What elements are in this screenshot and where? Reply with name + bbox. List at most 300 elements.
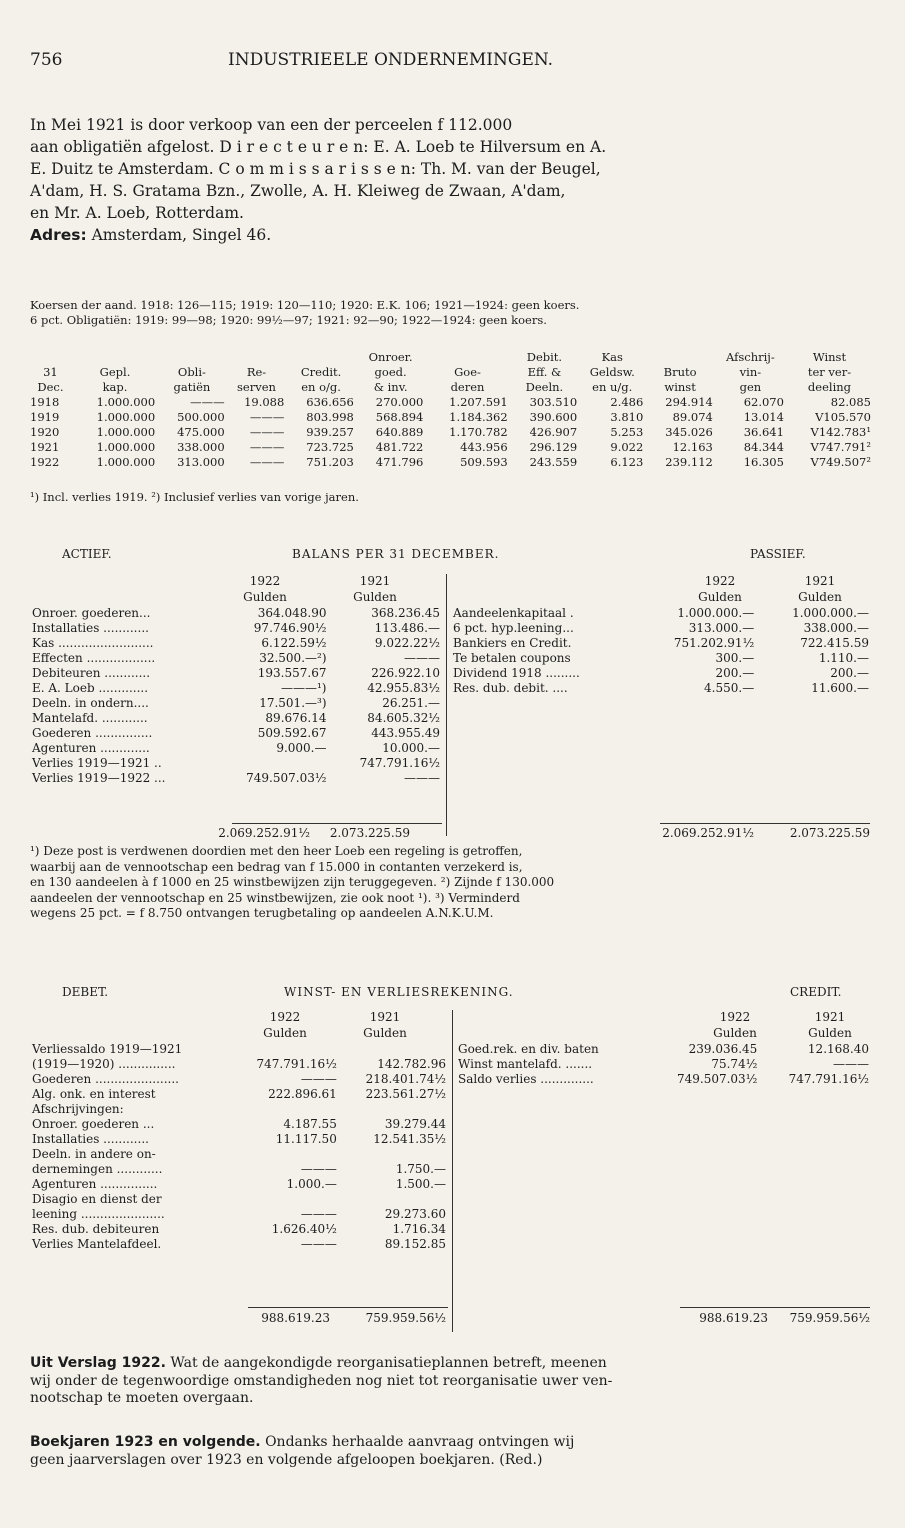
value-1921: 84.605.32½	[367, 711, 440, 725]
value-1922: 4.187.55	[283, 1117, 337, 1131]
value-1921	[339, 1192, 448, 1207]
stats-header-cell: Gepl.	[99, 365, 131, 379]
balance-year-1922: 1922	[249, 574, 281, 588]
stats-cell: 296.129	[529, 440, 578, 454]
intro-line: aan obligatiën afgelost. D i r e c t e u r e n: E. A. Loeb te Hilversum en A.	[30, 138, 607, 156]
debit-row	[30, 1132, 448, 1147]
row-label: Installaties ............	[32, 621, 149, 635]
debit-row	[30, 1057, 448, 1072]
balance-year-1922: 1922	[704, 574, 736, 588]
value-1922: ———	[300, 1207, 337, 1221]
asset-row	[30, 741, 442, 756]
pnl-total: 988.619.23	[699, 1311, 768, 1325]
stats-cell: 62.070	[743, 395, 784, 409]
row-label: Verliessaldo 1919—1921	[32, 1042, 183, 1056]
value-1922: 509.592.67	[257, 726, 327, 740]
quotes	[30, 298, 579, 328]
stats-row	[28, 425, 873, 440]
pnl-unit: Gulden	[263, 1026, 307, 1040]
row-label: Goed.rek. en div. baten	[458, 1042, 599, 1056]
verslag-label: Uit Verslag 1922.	[30, 1355, 166, 1371]
value-1922	[230, 1042, 339, 1057]
row-label: Debiteuren ............	[32, 666, 151, 680]
stats-cell: 1921	[30, 440, 60, 454]
address-line	[30, 224, 606, 246]
stats-header-cell: en u/g.	[592, 380, 633, 394]
balance-title: BALANS PER 31 DECEMBER.	[292, 547, 500, 561]
value-1921: 12.168.40	[807, 1042, 869, 1056]
value-1922: 4.550.—	[704, 681, 755, 695]
debit-row	[30, 1162, 448, 1177]
balance-total: 2.073.225.59	[789, 826, 870, 840]
value-1921: 223.561.27½	[365, 1087, 446, 1101]
pnl-total: 759.959.56½	[789, 1311, 870, 1325]
value-1922: 193.557.67	[257, 666, 327, 680]
stats-cell: 1918	[30, 395, 60, 409]
row-label: Te betalen coupons	[453, 651, 571, 665]
value-1921: ———	[404, 651, 440, 665]
liability-row	[451, 636, 871, 651]
value-1922: 11.117.50	[275, 1132, 337, 1146]
stats-cell: 84.344	[743, 440, 784, 454]
row-label: Aandeelenkapitaal .	[453, 606, 574, 620]
stats-header-cell: Goe-	[454, 365, 481, 379]
asset-row	[30, 651, 442, 666]
pnl-unit: Gulden	[363, 1026, 407, 1040]
stats-cell: ———	[249, 425, 285, 439]
stats-row	[28, 395, 873, 410]
row-label: Effecten ..................	[32, 651, 156, 665]
value-1921: 42.955.83½	[367, 681, 440, 695]
stats-header-cell	[286, 350, 356, 365]
stats-header-row	[28, 365, 873, 380]
stats-cell: 509.593	[460, 455, 508, 469]
stats-header-cell: Kas	[601, 350, 623, 364]
balance-left-heading: ACTIEF.	[62, 547, 112, 561]
stats-cell: 3.810	[610, 410, 644, 424]
verslag-line: Wat de aangekondigde reorganisatieplannen betreft, meenen	[170, 1355, 607, 1371]
value-1922: 1.000.000.—	[677, 606, 755, 620]
value-1921	[339, 1147, 448, 1162]
value-1921: 218.401.74½	[365, 1072, 446, 1086]
footnote-line: wegens 25 pct. = f 8.750 ontvangen terugbetaling op aandeelen A.N.K.U.M.	[30, 906, 494, 920]
stats-cell: 243.559	[529, 455, 578, 469]
stats-cell: 5.253	[610, 425, 644, 439]
stats-cell: ———	[249, 455, 285, 469]
asset-row	[30, 621, 442, 636]
debit-row	[30, 1192, 448, 1207]
value-1922: 97.746.90½	[253, 621, 327, 635]
stats-cell: 16.305	[743, 455, 784, 469]
intro-line: A'dam, H. S. Gratama Bzn., Zwolle, A. H. Kleiweg de Zwaan, A'dam,	[30, 182, 566, 200]
value-1921: ———	[404, 771, 440, 785]
value-1922: 32.500.—²)	[259, 651, 327, 665]
stats-header-cell: ter ver-	[807, 365, 852, 379]
asset-row	[30, 606, 442, 621]
pnl-year-1921: 1921	[814, 1010, 846, 1024]
value-1921: 9.022.22½	[374, 636, 440, 650]
asset-row	[30, 771, 442, 786]
stats-footnote: ¹) Incl. verlies 1919. ²) Inclusief verlies van vorige jaren.	[30, 490, 359, 504]
value-1921: 113.486.—	[374, 621, 440, 635]
stats-cell: 82.085	[830, 395, 871, 409]
value-1921: 338.000.—	[803, 621, 869, 635]
value-1922: 1.626.40½	[271, 1222, 337, 1236]
value-1922	[230, 1192, 339, 1207]
value-1921	[339, 1042, 448, 1057]
stats-cell: 475.000	[177, 425, 225, 439]
value-1922: 313.000.—	[688, 621, 755, 635]
value-1922: 749.507.03½	[676, 1072, 758, 1086]
stats-cell: 1.000.000	[96, 455, 156, 469]
balance-year-1921: 1921	[804, 574, 836, 588]
balance-unit: Gulden	[353, 590, 397, 604]
stats-cell: 1922	[30, 455, 60, 469]
value-1921: 89.152.85	[384, 1237, 446, 1251]
footnote-line: waarbij aan de vennootschap een bedrag van f 15.000 in contanten verzekerd is,	[30, 859, 523, 874]
liability-row	[451, 681, 871, 696]
stats-header-row	[28, 350, 873, 365]
intro-line: E. Duitz te Amsterdam. C o m m i s s a r i s s e n: Th. M. van der Beugel,	[30, 160, 601, 178]
stats-cell: 270.000	[375, 395, 424, 409]
debit-row	[30, 1102, 448, 1117]
row-label: Goederen ......................	[32, 1072, 179, 1086]
value-1921: 1.000.000.—	[792, 606, 869, 620]
pnl-total: 759.959.56½	[365, 1311, 446, 1325]
value-1922: 300.—	[715, 651, 755, 665]
value-1921: 1.750.—	[395, 1162, 446, 1176]
stats-header-cell: 31	[43, 365, 58, 379]
stats-header-cell	[645, 350, 715, 365]
stats-cell: 1.000.000	[96, 425, 156, 439]
footnote-line: en 130 aandeelen à f 1000 en 25 winstbewijzen zijn teruggegeven. ²) Zijnde f 130.000	[30, 875, 555, 889]
row-label: Installaties ............	[32, 1132, 149, 1146]
value-1922: ———	[300, 1162, 337, 1176]
stats-cell: 426.907	[529, 425, 578, 439]
stats-cell: 803.998	[306, 410, 354, 424]
asset-row	[30, 726, 442, 741]
pnl-year-1921: 1921	[369, 1010, 401, 1024]
pnl-divider	[452, 1010, 453, 1332]
value-1922: 1.000.—	[286, 1177, 337, 1191]
pnl-year-1922: 1922	[719, 1010, 751, 1024]
value-1921: 200.—	[830, 666, 869, 680]
asset-row	[30, 696, 442, 711]
address-label: Adres:	[30, 226, 87, 244]
stats-header-cell: gatiën	[173, 380, 211, 394]
value-1922	[215, 756, 328, 771]
value-1921: ———	[833, 1057, 869, 1071]
stats-header-cell: deeling	[807, 380, 852, 394]
value-1921: 226.922.10	[371, 666, 440, 680]
value-1922: ———	[300, 1072, 337, 1086]
debit-row	[30, 1072, 448, 1087]
liability-row	[451, 606, 871, 621]
debit-row	[30, 1207, 448, 1222]
boekjaren-line: geen jaarverslagen over 1923 en volgende afgeloopen boekjaren. (Red.)	[30, 1451, 543, 1468]
row-label: Deeln. in ondern....	[32, 696, 149, 710]
asset-row	[30, 636, 442, 651]
liability-row	[451, 621, 871, 636]
stats-header-cell: Winst	[812, 350, 847, 364]
stats-cell: ———	[249, 440, 285, 454]
stats-cell: 89.074	[672, 410, 713, 424]
value-1921: 10.000.—	[382, 741, 440, 755]
pnl-right-heading: CREDIT.	[790, 985, 842, 999]
stats-cell: 9.022	[610, 440, 644, 454]
stats-cell: 481.722	[375, 440, 424, 454]
row-label: Goederen ...............	[32, 726, 153, 740]
stats-header-cell: Onroer.	[368, 350, 413, 364]
intro-line: en Mr. A. Loeb, Rotterdam.	[30, 204, 244, 222]
stats-header-cell: Deeln.	[525, 380, 564, 394]
row-label: Mantelafd. ............	[32, 711, 148, 725]
stats-cell: V749.507²	[810, 455, 871, 469]
quote-line: 6 pct. Obligatiën: 1919: 99—98; 1920: 99½—97; 1921: 92—90; 1922—1924: geen koers.	[30, 313, 547, 327]
boekjaren-label: Boekjaren 1923 en volgende.	[30, 1434, 261, 1450]
balance-total: 2.069.252.91½	[218, 826, 310, 840]
value-1921: 29.273.60	[384, 1207, 446, 1221]
value-1921: 1.500.—	[395, 1177, 446, 1191]
stats-header-cell: Afschrij-	[726, 350, 775, 364]
pnl-title: WINST- EN VERLIESREKENING.	[284, 985, 514, 999]
running-title: INDUSTRIEELE ONDERNEMINGEN.	[228, 50, 554, 70]
value-1921: 39.279.44	[384, 1117, 446, 1131]
stats-cell: 36.641	[743, 425, 784, 439]
stats-cell: 939.257	[306, 425, 354, 439]
boekjaren-paragraph	[30, 1434, 574, 1469]
value-1922: 239.036.45	[688, 1042, 758, 1056]
row-label: Bankiers en Credit.	[453, 636, 572, 650]
value-1922: 222.896.61	[268, 1087, 337, 1101]
credit-row	[456, 1057, 871, 1072]
stats-cell: 640.889	[375, 425, 424, 439]
pnl-left-heading: DEBET.	[62, 985, 109, 999]
row-label: Res. dub. debit. ....	[453, 681, 568, 695]
debit-row	[30, 1237, 448, 1252]
value-1921: 1.110.—	[818, 651, 869, 665]
stats-row	[28, 410, 873, 425]
boekjaren-line: Ondanks herhaalde aanvraag ontvingen wij	[265, 1434, 575, 1450]
value-1921: 368.236.45	[371, 606, 440, 620]
row-label: Onroer. goederen...	[32, 606, 151, 620]
value-1921: 747.791.16½	[359, 756, 440, 770]
row-label: Dividend 1918 .........	[453, 666, 580, 680]
value-1921: 722.415.59	[800, 636, 869, 650]
pnl-year-1922: 1922	[269, 1010, 301, 1024]
address-value: Amsterdam, Singel 46.	[91, 226, 272, 244]
stats-cell: 390.600	[529, 410, 578, 424]
verslag-paragraph	[30, 1355, 612, 1408]
value-1921: 12.541.35½	[373, 1132, 446, 1146]
row-label: Agenturen ...............	[32, 1177, 158, 1191]
stats-cell: 1.000.000	[96, 440, 156, 454]
value-1922: 89.676.14	[265, 711, 327, 725]
value-1922: ———¹)	[281, 681, 327, 695]
quote-line: Koersen der aand. 1918: 126—115; 1919: 120—110; 1920: E.K. 106; 1921—1924: geen koers.	[30, 298, 580, 312]
debit-row	[30, 1147, 448, 1162]
row-label: dernemingen ............	[32, 1162, 163, 1176]
value-1922: 75.74½	[711, 1057, 758, 1071]
stats-header-cell: Re-	[246, 365, 267, 379]
stats-header-cell: Bruto	[663, 365, 697, 379]
stats-cell: V747.791²	[810, 440, 871, 454]
value-1922: 751.202.91½	[673, 636, 755, 650]
stats-cell: 303.510	[529, 395, 578, 409]
value-1921: 747.791.16½	[788, 1072, 869, 1086]
row-label: Verlies 1919—1921 ..	[32, 756, 162, 770]
row-label: Winst mantelafd. .......	[458, 1057, 593, 1071]
stats-cell: 345.026	[665, 425, 713, 439]
row-label: Onroer. goederen ...	[32, 1117, 155, 1131]
debit-row	[30, 1222, 448, 1237]
pnl-total: 988.619.23	[261, 1311, 330, 1325]
stats-header-row	[28, 380, 873, 395]
row-label: Verlies Mantelafdeel.	[32, 1237, 162, 1251]
stats-cell: 338.000	[177, 440, 225, 454]
value-1922: 6.122.59½	[261, 636, 327, 650]
pnl-unit: Gulden	[713, 1026, 757, 1040]
asset-row	[30, 756, 442, 771]
stats-cell: 568.894	[375, 410, 424, 424]
stats-cell: 13.014	[743, 410, 784, 424]
debit-row	[30, 1117, 448, 1132]
stats-cell: 500.000	[177, 410, 225, 424]
liability-row	[451, 651, 871, 666]
stats-cell: 1.184.362	[449, 410, 508, 424]
stats-cell: 1920	[30, 425, 60, 439]
stats-header-cell: goed.	[374, 365, 407, 379]
page-number: 756	[30, 50, 63, 70]
total-rule	[248, 1307, 448, 1308]
stats-header-cell: vin-	[739, 365, 762, 379]
balance-unit: Gulden	[698, 590, 742, 604]
value-1921: 1.716.34	[392, 1222, 446, 1236]
stats-header-cell	[227, 350, 287, 365]
stats-header-cell: Geldsw.	[589, 365, 635, 379]
balance-footnotes	[30, 844, 554, 922]
stats-cell: 12.163	[672, 440, 713, 454]
value-1922: 9.000.—	[276, 741, 327, 755]
stats-header-cell	[28, 350, 73, 365]
stats-cell: 636.656	[306, 395, 354, 409]
stats-cell: 723.725	[306, 440, 354, 454]
row-label: (1919—1920) ...............	[32, 1057, 176, 1071]
asset-row	[30, 681, 442, 696]
stats-header-cell: gen	[739, 380, 762, 394]
stats-cell: 19.088	[244, 395, 285, 409]
row-label: Alg. onk. en interest	[32, 1087, 156, 1101]
balance-total: 2.073.225.59	[329, 826, 410, 840]
balance-year-1921: 1921	[359, 574, 391, 588]
balance-unit: Gulden	[798, 590, 842, 604]
stats-cell: ———	[190, 395, 225, 409]
row-label: Afschrijvingen:	[32, 1102, 124, 1116]
row-label: 6 pct. hyp.leening...	[453, 621, 574, 635]
stats-table	[28, 350, 873, 470]
row-label: Verlies 1919—1922 ...	[32, 771, 166, 785]
stats-cell: 751.203	[306, 455, 354, 469]
value-1921: 26.251.—	[382, 696, 440, 710]
verslag-line: wij onder de tegenwoordige omstandigheden nog niet tot reorganisatie uwer ven-	[30, 1372, 613, 1389]
row-label: E. A. Loeb .............	[32, 681, 149, 695]
intro-line: In Mei 1921 is door verkoop van een der perceelen f 112.000	[30, 116, 513, 134]
pnl-unit: Gulden	[808, 1026, 852, 1040]
stats-header-cell	[157, 350, 227, 365]
stats-row	[28, 440, 873, 455]
value-1922	[230, 1102, 339, 1117]
stats-cell: 313.000	[177, 455, 225, 469]
stats-cell: 6.123	[610, 455, 644, 469]
stats-cell: 1.207.591	[449, 395, 508, 409]
balance-unit: Gulden	[243, 590, 287, 604]
stats-header-cell: Credit.	[300, 365, 342, 379]
balance-divider	[446, 574, 447, 836]
stats-cell: ———	[249, 410, 285, 424]
row-label: leening ......................	[32, 1207, 165, 1221]
stats-header-cell	[73, 350, 157, 365]
stats-cell: 1.170.782	[449, 425, 508, 439]
asset-row	[30, 666, 442, 681]
debit-row	[30, 1042, 448, 1057]
stats-header-cell: Debit.	[526, 350, 563, 364]
row-label: Agenturen .............	[32, 741, 150, 755]
stats-cell: 443.956	[460, 440, 508, 454]
stats-header-cell: Eff. &	[527, 365, 562, 379]
credit-row	[456, 1072, 871, 1087]
total-rule	[680, 1307, 870, 1308]
row-label: Saldo verlies ..............	[458, 1072, 594, 1086]
credit-row	[456, 1042, 871, 1057]
verslag-line: nootschap te moeten overgaan.	[30, 1390, 254, 1406]
stats-header-cell: serven	[237, 380, 276, 394]
asset-row	[30, 711, 442, 726]
stats-header-cell: winst	[664, 380, 696, 394]
value-1922: 364.048.90	[257, 606, 327, 620]
value-1922: 200.—	[715, 666, 755, 680]
value-1921: 443.955.49	[371, 726, 440, 740]
debit-row	[30, 1177, 448, 1192]
value-1922	[230, 1147, 339, 1162]
intro-paragraph	[30, 114, 606, 246]
value-1922: 747.791.16½	[256, 1057, 337, 1071]
total-rule	[660, 823, 870, 824]
value-1921: 11.600.—	[811, 681, 869, 695]
stats-row	[28, 455, 873, 470]
row-label: Kas .........................	[32, 636, 154, 650]
stats-header-cell	[425, 350, 509, 365]
stats-header-cell: deren	[450, 380, 485, 394]
value-1922: 749.507.03½	[246, 771, 327, 785]
pnl-credit	[456, 1042, 871, 1087]
total-rule	[232, 823, 442, 824]
stats-cell: V142.783¹	[810, 425, 871, 439]
balance-right-heading: PASSIEF.	[750, 547, 806, 561]
stats-cell: 294.914	[665, 395, 713, 409]
footnote-line: aandeelen der vennootschap en 25 winstbewijzen, zie ook noot ¹). ³) Verminderd	[30, 890, 520, 905]
footnote-line: ¹) Deze post is verdwenen doordien met den heer Loeb een regeling is getroffen,	[30, 844, 523, 858]
stats-cell: 471.796	[375, 455, 424, 469]
balance-liabilities	[451, 606, 871, 696]
stats-header-cell: & inv.	[373, 380, 408, 394]
balance-assets	[30, 606, 442, 786]
stats-header-cell: en o/g.	[301, 380, 341, 394]
stats-cell: 1.000.000	[96, 410, 156, 424]
row-label: Deeln. in andere on-	[32, 1147, 156, 1161]
stats-cell: 1919	[30, 410, 60, 424]
row-label: Disagio en dienst der	[32, 1192, 162, 1206]
stats-header-cell: Obli-	[177, 365, 206, 379]
